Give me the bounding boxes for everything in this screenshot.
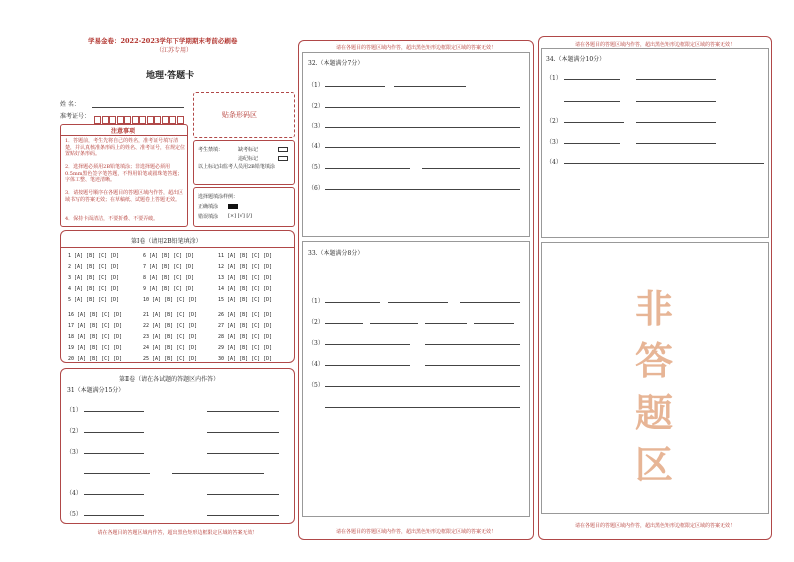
q32-mark-6: （6） xyxy=(308,185,324,192)
q34-mark-4: （4） xyxy=(546,159,562,166)
choice-row[interactable]: 5 [A] [B] [C] [D] xyxy=(68,297,120,303)
q34-mark-1: （1） xyxy=(546,75,562,82)
q34-mark-3: （3） xyxy=(546,139,562,146)
absent-mark-label: 缺考标记 xyxy=(238,147,259,153)
q32-mark-3: （3） xyxy=(308,123,324,130)
q33-line-2d xyxy=(474,323,514,324)
notice-item-3: 3．请按题号顺序在各题目的答题区域内作答，超出区域书写的答案无效；在草稿纸、试题卷上答题无效。 xyxy=(65,190,184,203)
choice-row[interactable]: 23 [A] [B] [C] [D] xyxy=(143,334,198,340)
violation-mark-label: 违纪标记 xyxy=(238,156,259,162)
q32-line-1a xyxy=(325,86,385,87)
q31-line-4b xyxy=(207,494,279,495)
q34-line-2b xyxy=(636,122,716,123)
q33-title: 33.（本题满分8分） xyxy=(308,250,364,257)
notice-title: 注意事项 xyxy=(111,128,136,135)
choice-row[interactable]: 1 [A] [B] [C] [D] xyxy=(68,253,120,259)
choice-row[interactable]: 2 [A] [B] [C] [D] xyxy=(68,264,120,270)
choice-row[interactable]: 22 [A] [B] [C] [D] xyxy=(143,323,198,329)
choice-row[interactable]: 15 [A] [B] [C] [D] xyxy=(218,297,273,303)
q32-line-5a xyxy=(325,168,410,169)
choice-row[interactable]: 14 [A] [B] [C] [D] xyxy=(218,286,273,292)
warning-right-top: 请在各题目的答题区域内作答，超出黑色矩形边框限定区域的答案无效！ xyxy=(574,42,735,48)
choice-row[interactable]: 12 [A] [B] [C] [D] xyxy=(218,264,273,270)
q31-line-1a xyxy=(84,411,144,412)
q34-line-3a xyxy=(564,143,620,144)
q31-line-3b xyxy=(207,453,279,454)
part2-title: 第Ⅱ卷（请在各试题的答题区内作答） xyxy=(119,376,220,383)
correct-fill-sample xyxy=(228,204,238,209)
choice-row[interactable]: 8 [A] [B] [C] [D] xyxy=(143,275,195,281)
choice-row[interactable]: 4 [A] [B] [C] [D] xyxy=(68,286,120,292)
q31-line-3c xyxy=(84,473,150,474)
q32-line-6 xyxy=(325,189,520,190)
fill-example-box xyxy=(193,187,295,227)
exam-status-label: 考生禁填： xyxy=(198,147,224,153)
choice-row[interactable]: 7 [A] [B] [C] [D] xyxy=(143,264,195,270)
choice-row[interactable]: 11 [A] [B] [C] [D] xyxy=(218,253,273,259)
non-answer-char-2: 答 xyxy=(635,339,674,383)
q33-line-1c xyxy=(460,302,520,303)
q31-line-3a xyxy=(84,453,144,454)
q33-mark-4: （4） xyxy=(308,361,324,368)
choice-row[interactable]: 16 [A] [B] [C] [D] xyxy=(68,312,123,318)
q31-mark-5: （5） xyxy=(66,511,82,518)
non-answer-char-3: 题 xyxy=(635,391,674,435)
q33-mark-2: （2） xyxy=(308,319,324,326)
q33-mark-5: （5） xyxy=(308,382,324,389)
part1-title: 第Ⅰ卷（请用2B铅笔填涂） xyxy=(131,238,202,245)
name-label: 姓 名： xyxy=(60,101,80,108)
q31-line-3d xyxy=(172,473,264,474)
choice-row[interactable]: 10 [A] [B] [C] [D] xyxy=(143,297,198,303)
q32-mark-4: （4） xyxy=(308,143,324,150)
choice-row[interactable]: 9 [A] [B] [C] [D] xyxy=(143,286,195,292)
choice-row[interactable]: 30 [A] [B] [C] [D] xyxy=(218,356,273,362)
q33-panel xyxy=(302,241,530,517)
q32-mark-1: （1） xyxy=(308,82,324,89)
choice-row[interactable]: 13 [A] [B] [C] [D] xyxy=(218,275,273,281)
q33-line-4b xyxy=(425,365,520,366)
q31-line-2a xyxy=(84,432,144,433)
q33-line-1b xyxy=(388,302,448,303)
q33-line-2a xyxy=(325,323,363,324)
q33-mark-1: （1） xyxy=(308,298,324,305)
q34-line-3b xyxy=(636,143,716,144)
q33-mark-3: （3） xyxy=(308,340,324,347)
barcode-area xyxy=(193,92,295,138)
choice-row[interactable]: 18 [A] [B] [C] [D] xyxy=(68,334,123,340)
warning-left: 请在各题目的答题区域内作答，超出黑色矩形边框限定区域的答案无效！ xyxy=(97,530,258,536)
wrong-fill-label: 错误填涂 xyxy=(198,214,219,220)
q31-box xyxy=(60,368,295,524)
q31-line-4a xyxy=(84,494,144,495)
choice-row[interactable]: 17 [A] [B] [C] [D] xyxy=(68,323,123,329)
choice-row[interactable]: 29 [A] [B] [C] [D] xyxy=(218,345,273,351)
non-answer-char-4: 区 xyxy=(635,443,674,487)
correct-fill-label: 正确填涂 xyxy=(198,204,219,210)
notice-item-4: 4．保持卡面清洁，不要折叠、不要弄破。 xyxy=(65,216,159,222)
q33-line-2c xyxy=(425,323,467,324)
q33-line-3a xyxy=(325,344,410,345)
q31-line-2b xyxy=(207,432,279,433)
choice-row[interactable]: 27 [A] [B] [C] [D] xyxy=(218,323,273,329)
q33-line-1a xyxy=(325,302,380,303)
q34-line-1c xyxy=(564,101,620,102)
choice-row[interactable]: 21 [A] [B] [C] [D] xyxy=(143,312,198,318)
notice-item-1: 1．答题前，考生先将自己的姓名，准考证号填写清楚，并认真核准条形码上的姓名、准考证号，在规定位置贴好条形码。 xyxy=(65,138,186,157)
q32-title: 32.（本题满分7分） xyxy=(308,60,364,67)
exam-subtitle: （江苏专用） xyxy=(156,47,193,54)
q32-line-1b xyxy=(394,86,466,87)
notice-box xyxy=(60,124,188,227)
choice-row[interactable]: 26 [A] [B] [C] [D] xyxy=(218,312,273,318)
q31-mark-1: （1） xyxy=(66,407,82,414)
warning-middle-bottom: 请在各题目的答题区域内作答，超出黑色矩形边框限定区域的答案无效！ xyxy=(335,529,496,535)
exam-status-note: 以上标记由监考人员用2B铅笔填涂 xyxy=(198,164,275,170)
q34-mark-2: （2） xyxy=(546,118,562,125)
q34-line-1b xyxy=(636,79,716,80)
q31-mark-2: （2） xyxy=(66,428,82,435)
q32-line-4 xyxy=(325,147,520,148)
q32-mark-5: （5） xyxy=(308,164,324,171)
q32-panel xyxy=(302,52,530,237)
q34-line-4 xyxy=(564,163,764,164)
q31-title: 31（本题满分15分） xyxy=(67,387,125,394)
q34-title: 34.（本题满分10分） xyxy=(546,56,606,63)
choice-row[interactable]: 19 [A] [B] [C] [D] xyxy=(68,345,123,351)
q31-line-5b xyxy=(207,515,279,516)
absent-mark-box[interactable] xyxy=(278,147,288,152)
choice-row[interactable]: 25 [A] [B] [C] [D] xyxy=(143,356,198,362)
q32-line-3 xyxy=(325,127,520,128)
non-answer-char-1: 非 xyxy=(635,287,674,331)
name-line xyxy=(92,107,184,108)
q31-mark-3: （3） xyxy=(66,449,82,456)
subject-title: 地理·答题卡 xyxy=(146,71,195,81)
warning-right-bottom: 请在各题目的答题区域内作答，超出黑色矩形边框限定区域的答案无效！ xyxy=(574,523,735,529)
q33-line-4a xyxy=(325,365,410,366)
warning-middle-top: 请在各题目的答题区域内作答，超出黑色矩形边框限定区域的答案无效！ xyxy=(335,45,496,51)
exam-title: 学易金卷：2022-2023学年下学期期末考前必刷卷 xyxy=(88,37,238,45)
id-label: 准考证号： xyxy=(60,113,91,120)
q33-line-2b xyxy=(370,323,418,324)
q34-line-1d xyxy=(636,101,716,102)
violation-mark-box[interactable] xyxy=(278,156,288,161)
exam-status-box xyxy=(193,140,295,185)
q34-line-1a xyxy=(564,79,620,80)
choice-row[interactable]: 28 [A] [B] [C] [D] xyxy=(218,334,273,340)
notice-item-2: 2．选择题必须用2B铅笔填涂；非选择题必须用0.5mm黑色签字笔答题，不得用铅笔或圆珠笔答题；字体工整、笔迹清晰。 xyxy=(65,164,183,183)
q32-line-5b xyxy=(422,168,520,169)
fill-example-title: 选择题填涂样例： xyxy=(198,194,239,200)
q34-line-2a xyxy=(564,122,624,123)
barcode-label: 贴条形码区 xyxy=(222,111,257,119)
q33-line-5a xyxy=(325,386,520,387)
q33-line-3b xyxy=(425,344,520,345)
q32-line-2 xyxy=(325,107,520,108)
q33-line-5b xyxy=(325,407,520,408)
q32-mark-2: （2） xyxy=(308,103,324,110)
choice-row[interactable]: 20 [A] [B] [C] [D] xyxy=(68,356,123,362)
choice-row[interactable]: 6 [A] [B] [C] [D] xyxy=(143,253,195,259)
q31-line-1b xyxy=(207,411,279,412)
q31-mark-4: （4） xyxy=(66,490,82,497)
choice-row[interactable]: 24 [A] [B] [C] [D] xyxy=(143,345,198,351)
wrong-fill-samples: [×] [√] [/] xyxy=(228,213,252,219)
q31-line-5a xyxy=(84,515,144,516)
choice-row[interactable]: 3 [A] [B] [C] [D] xyxy=(68,275,120,281)
